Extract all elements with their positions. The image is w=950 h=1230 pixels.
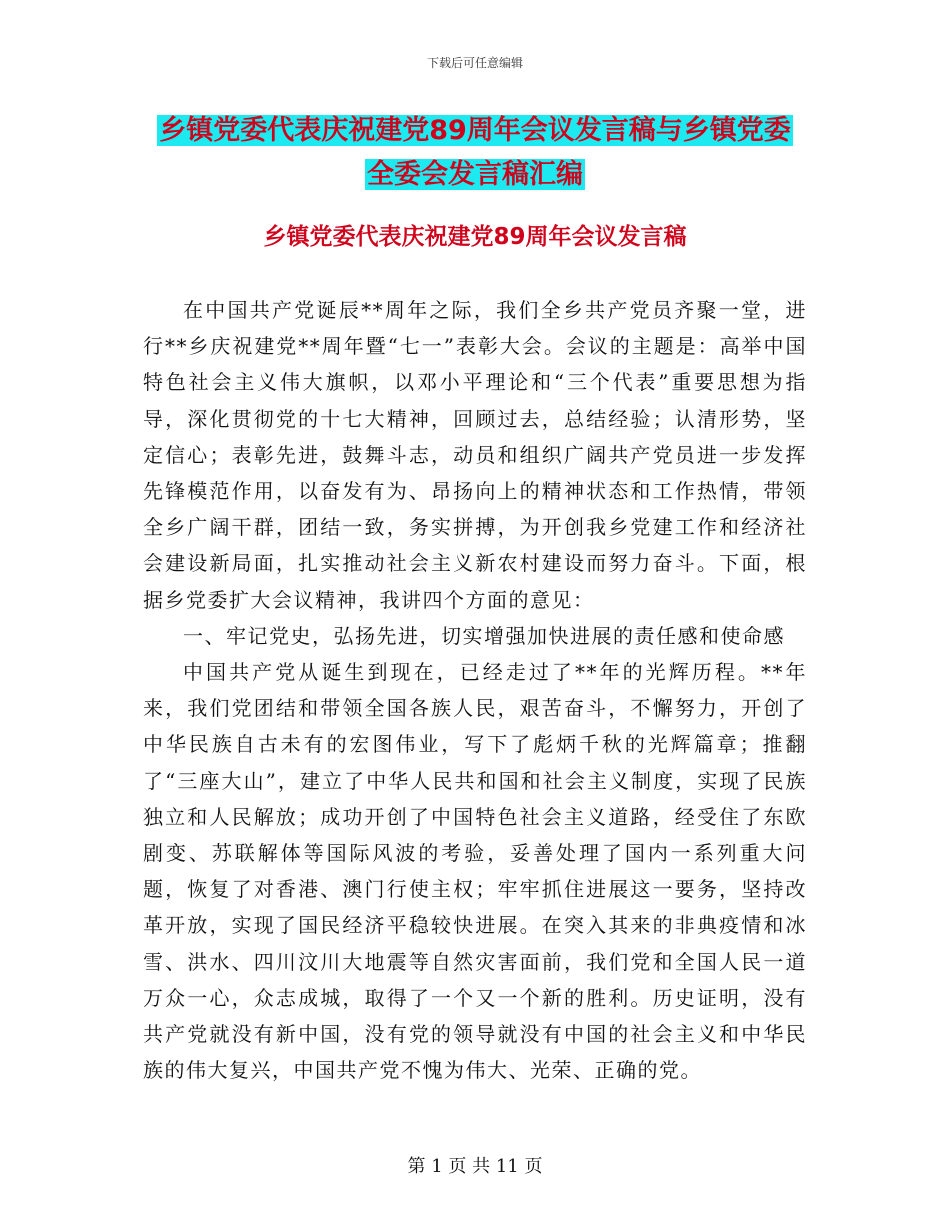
document-title-line-2 [0,155,950,195]
section-title: 乡镇党委代表庆祝建党89周年会议发言稿 [263,224,687,250]
page-footer: 第 1 页 共 11 页 [407,1156,543,1177]
paragraph-intro: 在中国共产党诞辰**周年之际，我们全乡共产党员齐聚一堂，进行**乡庆祝建党**周年暨“七一”表彰大会。会议的主题是：高举中国特色社会主义伟大旗帜，以邓小平理论和“三个代表”重要思想为指导，深化贯彻党的十七大精神，回顾过去，总结经验；认清形势，坚定信心；表彰先进，鼓舞斗志，动员和组织广阔共产党员进一步发挥先锋模范作用，以奋发有为、昂扬向上的精神状态和工作热情，带领全乡广阔干群，团结一致，务实拼搏，为开创我乡党建工作和经济社会建设新局面，扎实推动社会主义新农村建设而努力奋斗。下面，根据乡党委扩大会议精神，我讲四个方面的意见： [143,298,807,612]
paragraph-history: 中国共产党从诞生到现在，已经走过了**年的光辉历程。**年来，我们党团结和带领全国各族人民，艰苦奋斗，不懈努力，开创了中华民族自古未有的宏图伟业，写下了彪炳千秋的光辉篇章；推翻了“三座大山”，建立了中华人民共和国和社会主义制度，实现了民族独立和人民解放；成功开创了中国特色社会主义道路，经受住了东欧剧变、苏联解体等国际风波的考验，妥善处理了国内一系列重大问题，恢复了对香港、澳门行使主权；牢牢抓住进展这一要务，坚持改革开放，实现了国民经济平稳较快进展。在突入其来的非典疫情和冰雪、洪水、四川汶川大地震等自然灾害面前，我们党和全国人民一道万众一心，众志成城，取得了一个又一个新的胜利。历史证明，没有共产党就没有新中国，没有党的领导就没有中国的社会主义和中华民族的伟大复兴，中国共产党不愧为伟大、光荣、正确的党。 [143,660,807,1083]
document-title-line-2-text: 全委会发言稿汇编 [367,159,583,190]
document-body [143,292,807,1088]
paragraph-heading-1: 一、牢记党史，弘扬先进，切实增强加快进展的责任感和使命感 [183,623,785,648]
header-note: 下载后可任意编辑 [426,56,523,70]
document-title-line-1-text: 乡镇党委代表庆祝建党89周年会议发言稿与乡镇党委 [159,115,791,146]
document-title-line-1 [0,111,950,151]
